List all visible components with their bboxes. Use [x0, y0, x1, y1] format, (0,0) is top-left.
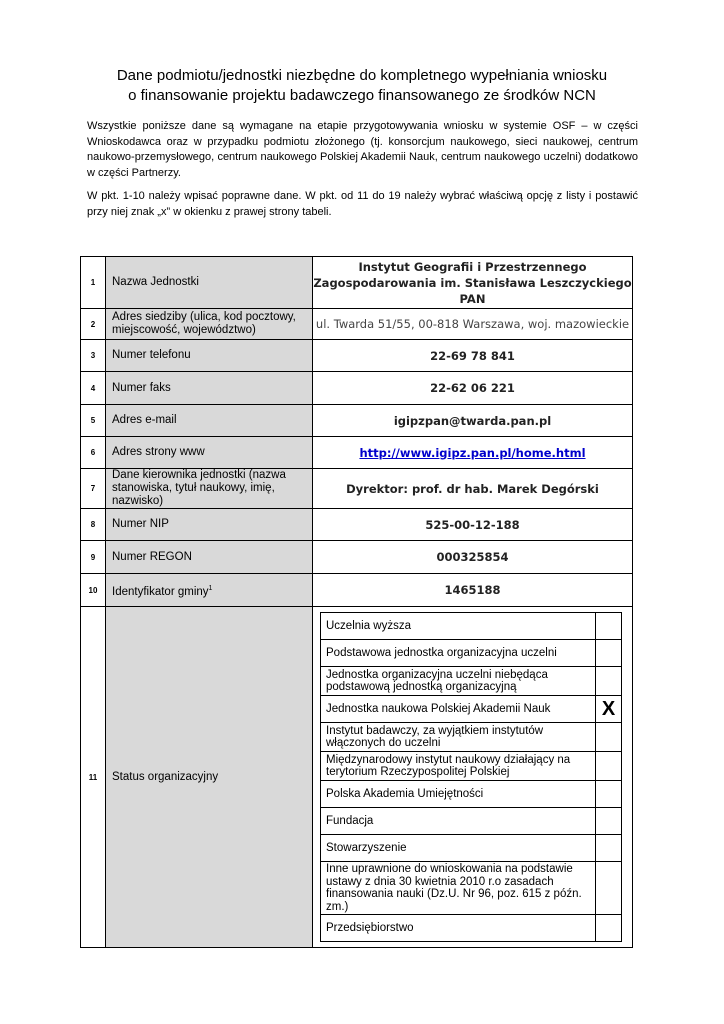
option-checkbox[interactable]: [596, 640, 622, 667]
fax-value[interactable]: 22-62 06 221: [313, 372, 633, 405]
phone-value[interactable]: 22-69 78 841: [313, 340, 633, 372]
row-number: 9: [81, 541, 106, 574]
option-label: Instytut badawczy, za wyjątkiem instytutów włączonych do uczelni: [321, 723, 596, 752]
row-label: Adres strony www: [106, 437, 313, 469]
table-row: [81, 509, 633, 541]
row-number: 3: [81, 340, 106, 372]
option-checkbox[interactable]: [596, 781, 622, 808]
table-row: [81, 469, 633, 509]
option-row: [321, 613, 622, 640]
option-row: [321, 808, 622, 835]
email-value[interactable]: igipzpan@twarda.pan.pl: [313, 405, 633, 437]
option-row: [321, 723, 622, 752]
option-row: [321, 915, 622, 942]
option-label: Fundacja: [321, 808, 596, 835]
table-row: [81, 607, 633, 948]
option-label: Międzynarodowy instytut naukowy działający na terytorium Rzeczypospolitej Polskiej: [321, 752, 596, 781]
row-number: 6: [81, 437, 106, 469]
row-label: Adres siedziby (ulica, kod pocztowy, miejscowość, województwo): [106, 309, 313, 340]
option-checkbox[interactable]: [596, 723, 622, 752]
option-row: [321, 752, 622, 781]
website-link[interactable]: http://www.igipz.pan.pl/home.html: [359, 445, 586, 460]
row-number: 5: [81, 405, 106, 437]
row-label: Dane kierownika jednostki (nazwa stanowiska, tytuł naukowy, imię, nazwisko): [106, 469, 313, 509]
data-table: [80, 256, 633, 948]
option-label: Jednostka naukowa Polskiej Akademii Nauk: [321, 696, 596, 723]
row-label: Numer faks: [106, 372, 313, 405]
table-row: [81, 541, 633, 574]
status-options-table: [320, 612, 622, 942]
row-number: 2: [81, 309, 106, 340]
option-checkbox[interactable]: [596, 667, 622, 696]
row-label: Numer NIP: [106, 509, 313, 541]
option-checkbox[interactable]: [596, 808, 622, 835]
option-label: Stowarzyszenie: [321, 835, 596, 862]
title-line-2: o finansowanie projektu badawczego finansowanego ze środków NCN: [128, 87, 596, 104]
option-row: [321, 640, 622, 667]
option-row: [321, 781, 622, 808]
intro-paragraph-1: Wszystkie poniższe dane są wymagane na etapie przygotowywania wniosku w systemie OSF – w części Wnioskodawca oraz w przypadku podmiotu złożonego (tj. konsorcjum naukowego, sieci naukowej, centrum naukowo-przemysłowego, centrum naukowego Polskiej Akademii Nauk, centrum naukowego uczelni) dodatkowo w części Partnerzy.: [87, 120, 638, 179]
option-label: Podstawowa jednostka organizacyjna uczelni: [321, 640, 596, 667]
option-row: [321, 862, 622, 915]
row-number: 10: [81, 574, 106, 607]
row-label: [106, 574, 313, 607]
row-label-text: Identyfikator gminy: [112, 585, 209, 598]
row-number: 7: [81, 469, 106, 509]
table-row: [81, 340, 633, 372]
intro-paragraph-2: W pkt. 1-10 należy wpisać poprawne dane. W pkt. od 11 do 19 należy wybrać właściwą opcję z listy i postawić przy niej znak „x” w okienku z prawej strony tabeli.: [87, 190, 638, 218]
nip-value[interactable]: 525-00-12-188: [313, 509, 633, 541]
table-row: [81, 437, 633, 469]
status-options-cell: [313, 607, 633, 948]
option-label: Polska Akademia Umiejętności: [321, 781, 596, 808]
table-row: [81, 309, 633, 340]
director-value[interactable]: Dyrektor: prof. dr hab. Marek Degórski: [313, 469, 633, 509]
regon-value[interactable]: 000325854: [313, 541, 633, 574]
footnote-marker: 1: [208, 584, 213, 592]
row-number: 1: [81, 257, 106, 309]
row-number: 8: [81, 509, 106, 541]
option-label: Uczelnia wyższa: [321, 613, 596, 640]
option-row: [321, 835, 622, 862]
row-label: Numer telefonu: [106, 340, 313, 372]
gmina-id-value[interactable]: 1465188: [313, 574, 633, 607]
row-number: 11: [81, 607, 106, 948]
row-number: 4: [81, 372, 106, 405]
option-checkbox[interactable]: [596, 613, 622, 640]
row-label: Numer REGON: [106, 541, 313, 574]
option-checkbox[interactable]: [596, 835, 622, 862]
row-label: Status organizacyjny: [106, 607, 313, 948]
row-label: Adres e-mail: [106, 405, 313, 437]
option-checkbox[interactable]: X: [596, 696, 622, 723]
table-row: [81, 257, 633, 309]
website-cell: [313, 437, 633, 469]
option-checkbox[interactable]: [596, 862, 622, 915]
address-value[interactable]: ul. Twarda 51/55, 00-818 Warszawa, woj. mazowieckie: [313, 309, 633, 340]
table-row: [81, 405, 633, 437]
row-label: Nazwa Jednostki: [106, 257, 313, 309]
table-row: [81, 574, 633, 607]
document-title: [60, 66, 664, 106]
option-label: Przedsiębiorstwo: [321, 915, 596, 942]
option-checkbox[interactable]: [596, 915, 622, 942]
table-row: [81, 372, 633, 405]
option-row: [321, 667, 622, 696]
title-line-1: Dane podmiotu/jednostki niezbędne do kompletnego wypełniania wniosku: [116, 67, 608, 84]
option-checkbox[interactable]: [596, 752, 622, 781]
option-row: [321, 696, 622, 723]
unit-name-value[interactable]: Instytut Geografii i Przestrzennego Zagospodarowania im. Stanisława Leszczyckiego PAN: [313, 257, 633, 309]
option-label: Jednostka organizacyjna uczelni niebędąca podstawową jednostką organizacyjną: [321, 667, 596, 696]
option-label: Inne uprawnione do wnioskowania na podstawie ustawy z dnia 30 kwietnia 2010 r.o zasadach finansowania nauki (Dz.U. Nr 96, poz. 615 z późn. zm.): [321, 862, 596, 915]
